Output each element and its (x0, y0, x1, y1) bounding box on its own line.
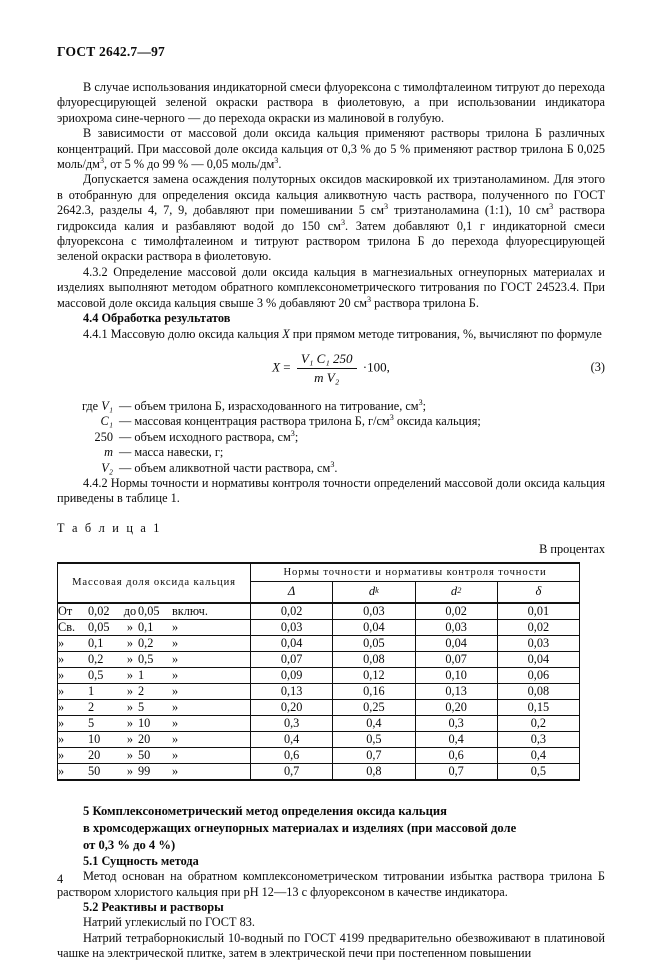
range-part: 0,2 (138, 635, 154, 650)
accuracy-norms-table (57, 562, 580, 781)
paragraph-trilon-concentrations (57, 126, 605, 172)
section-5-line-1: 5 Комплексонометрический метод определения оксида кальция (83, 803, 447, 818)
cell-mass-fraction-range (58, 667, 251, 683)
cell-value: 0,7 (333, 747, 415, 763)
range-part: » (126, 699, 134, 714)
range-part: » (58, 715, 65, 730)
range-part: » (126, 715, 134, 730)
table-units-note: В процентах (539, 541, 605, 556)
cell-value: 0,6 (415, 747, 497, 763)
cell-value: 0,03 (415, 619, 497, 635)
superscript-3: 3 (274, 155, 279, 165)
cell-value: 0,04 (415, 635, 497, 651)
range-part: 99 (138, 763, 151, 778)
heading-4-4 (57, 311, 605, 326)
range-part: 10 (88, 731, 101, 746)
range-expression (58, 605, 226, 618)
superscript-3: 3 (330, 459, 335, 469)
where-symbol: 250 (94, 429, 113, 444)
text-run: В зависимости от массовой доли оксида кальция применяют растворы трилона Б различных концентраций. При массовой доле оксида кальция от 0,3 % до 5 % применяют раствор трилона Б 0,025 моль/дм (57, 126, 605, 172)
cell-value: 0,2 (497, 715, 579, 731)
text-run: раствора трилона Б. (371, 295, 479, 310)
cell-value: 0,13 (415, 683, 497, 699)
range-part: 0,2 (88, 651, 104, 666)
cell-value: 0,04 (497, 651, 579, 667)
range-part: » (172, 699, 179, 714)
formula-lhs: X (272, 359, 281, 375)
range-part: 0,05 (138, 603, 160, 618)
heading-5-1-label: 5.1 Сущность метода (83, 853, 199, 868)
range-part: » (126, 635, 134, 650)
cell-value: 0,01 (497, 603, 579, 620)
formula-numerator: V₁ C₁ 250 (297, 351, 357, 369)
where-item (57, 445, 605, 460)
range-part: 20 (138, 731, 151, 746)
table-header-row (58, 563, 580, 582)
table-caption: Т а б л и ц а 1 (57, 520, 162, 535)
range-part: » (172, 667, 179, 682)
cell-mass-fraction-range (58, 763, 251, 780)
cell-mass-fraction-range (58, 619, 251, 635)
cell-value: 0,02 (497, 619, 579, 635)
range-part: » (172, 651, 179, 666)
range-part: » (172, 619, 179, 634)
text-run: 4.4.1 Массовую долю оксида кальция (83, 326, 283, 341)
range-part: » (126, 747, 134, 762)
where-definition: — объем аликвотной части раствора, $см^3$. (119, 459, 338, 475)
symbol-dk: d k (368, 583, 379, 598)
range-part: » (126, 731, 134, 746)
range-part: 20 (88, 747, 101, 762)
variable-x: X (282, 326, 290, 341)
clause-4-4-1 (57, 327, 605, 342)
range-part: 5 (88, 715, 95, 730)
range-part: 0,05 (88, 619, 110, 634)
cell-value: 0,03 (333, 603, 415, 620)
text-run: Допускается замена осаждения полуторных оксидов маскировкой их триэтаноламином. Для этого в отобранную для определения оксида кальция аликвотную часть раствора, полученного по ГОСТ 2642.3, разделы 4, 7, 9, добавляют при помешивании 5 см (57, 172, 605, 218)
table-row (58, 635, 580, 651)
text-run: . Затем добавляют 0,1 г индикаторной смеси флуорексона с тимолфталеином и титруют раствором трилона Б до перехода флуоресцирующей зеленой окраски раствора в фиолетовую. (57, 218, 605, 264)
cell-value: 0,04 (333, 619, 415, 635)
formula-equals: = (283, 359, 291, 375)
where-definition: — объем трилона Б, израсходованного на титрование, $см^3$; (119, 397, 427, 413)
range-part: » (58, 651, 65, 666)
cell-value: 0,09 (251, 667, 333, 683)
range-part: » (126, 667, 134, 682)
where-symbol: V₂ (101, 460, 113, 475)
cell-value: 0,20 (415, 699, 497, 715)
table-row (58, 619, 580, 635)
range-part: » (58, 747, 65, 762)
cell-value: 0,12 (333, 667, 415, 683)
range-expression (58, 717, 226, 730)
where-definitions (57, 399, 605, 476)
formula-3 (57, 351, 605, 391)
cell-value: 0,15 (497, 699, 579, 715)
range-part: » (172, 763, 179, 778)
superscript-3: 3 (290, 428, 295, 438)
header-delta: Δ (251, 581, 333, 603)
paragraph-5-1-method: Метод основан на обратном комплексонометрическом титровании избытка раствора трилона Б раствором хлористого кальция при рН 12—13 с флуорексоном в качестве индикатора. (57, 869, 605, 899)
table-row (58, 651, 580, 667)
range-expression (58, 653, 226, 666)
table-row (58, 603, 580, 620)
paragraph-sodium-tetraborate: Натрий тетраборнокислый 10-водный по ГОСТ 4199 предварительно обезвоживают в платиновой чашке на электрической плитке, затем в электрической печи при постепенном повышении (57, 930, 605, 961)
range-part: » (58, 731, 65, 746)
cell-value: 0,10 (415, 667, 497, 683)
range-expression (58, 701, 226, 714)
range-part: включ. (172, 603, 208, 618)
range-expression (58, 685, 226, 698)
range-part: Св. (58, 619, 76, 634)
heading-5-2 (57, 900, 605, 915)
cell-value: 0,08 (333, 651, 415, 667)
text-run: . (278, 157, 282, 172)
formula-denominator: m V₂ (314, 369, 340, 385)
range-part: 2 (138, 683, 145, 698)
range-part: 1 (138, 667, 145, 682)
range-part: 0,1 (88, 635, 104, 650)
cell-value: 0,05 (333, 635, 415, 651)
where-definition: — объем исходного раствора, $см^3$; (119, 428, 299, 444)
formula-number: (3) (590, 359, 605, 374)
where-definition: — масса навески, г; (119, 445, 224, 460)
cell-value: 0,7 (251, 763, 333, 780)
text-run: 4.3.2 Определение массовой доли оксида кальция в магнезиальных огнеупорных материалах и изделиях выполняют методом обратного комплексонометрического титрования по ГОСТ 24523.4. При массовой доле оксида кальция свыше 3 % добавляют 20 см (57, 264, 605, 310)
where-item (57, 461, 605, 476)
range-part: 0,5 (138, 651, 154, 666)
cell-value: 0,3 (497, 731, 579, 747)
range-part: 0,1 (138, 619, 154, 634)
section-5-line-2: в хромсодержащих огнеупорных материалах и изделиях (при массовой доле (83, 820, 517, 835)
text-run: триэтаноламина (1:1), 10 см (388, 203, 550, 218)
where-item (57, 414, 605, 429)
header-accuracy-group: Нормы точности и нормативы контроля точности (251, 563, 580, 582)
paragraph-indicator-mixture: В случае использования индикаторной смеси флуорексона с тимолфталеином титруют до перехода флуоресцирующей зеленой окраски раствора в фиолетовую, а при использовании индикатора эриохрома сине-черного — до перехода окраски из малиновой в голубую. (57, 80, 605, 125)
range-part: От (58, 603, 73, 618)
cell-value: 0,08 (497, 683, 579, 699)
cell-value: 0,03 (497, 635, 579, 651)
document-body (57, 80, 605, 962)
text-run: раствора гидроксида калия и разбавляют водой до 150 см (57, 203, 605, 233)
superscript-3: 3 (384, 202, 389, 212)
cell-mass-fraction-range (58, 731, 251, 747)
cell-value: 0,25 (333, 699, 415, 715)
where-symbol: m (104, 445, 113, 460)
cell-value: 0,6 (251, 747, 333, 763)
table-row (58, 683, 580, 699)
cell-value: 0,02 (415, 603, 497, 620)
cell-mass-fraction-range (58, 715, 251, 731)
section-5-line-3: от 0,3 % до 4 %) (83, 837, 176, 852)
range-part: » (126, 763, 134, 778)
range-part: » (58, 683, 65, 698)
table-row (58, 747, 580, 763)
symbol-d2: d 2 (450, 583, 462, 598)
formula-tail: ·100, (362, 359, 390, 375)
cell-mass-fraction-range (58, 699, 251, 715)
superscript-3: 3 (549, 202, 554, 212)
where-symbol: V₁ (101, 398, 113, 413)
range-expression (58, 669, 226, 682)
text-run: при прямом методе титрования, %, вычисляют по формуле (289, 326, 602, 341)
header-d2 (415, 581, 497, 603)
cell-value: 0,16 (333, 683, 415, 699)
cell-value: 0,8 (333, 763, 415, 780)
cell-value: 0,4 (497, 747, 579, 763)
cell-mass-fraction-range (58, 683, 251, 699)
heading-5-1 (57, 854, 605, 869)
superscript-3: 3 (367, 294, 372, 304)
range-part: 0,5 (88, 667, 104, 682)
where-symbol: C₁ (100, 414, 113, 429)
range-part: » (126, 683, 134, 698)
superscript-3: 3 (99, 155, 105, 165)
range-expression (58, 765, 226, 778)
cell-mass-fraction-range (58, 651, 251, 667)
running-head: ГОСТ 2642.7—97 (57, 44, 165, 59)
range-part: 0,02 (88, 603, 110, 618)
where-intro: где V₁ (81, 398, 113, 413)
range-expression (58, 733, 226, 746)
header-mass-fraction: Массовая доля оксида кальция (58, 563, 251, 603)
superscript-3: 3 (418, 397, 423, 407)
table-row (58, 667, 580, 683)
cell-mass-fraction-range (58, 747, 251, 763)
section-5-heading (57, 803, 605, 854)
range-part: » (172, 683, 179, 698)
cell-value: 0,4 (415, 731, 497, 747)
header-delta-small: δ (497, 581, 579, 603)
range-part: 50 (138, 747, 151, 762)
table-row (58, 699, 580, 715)
cell-value: 0,06 (497, 667, 579, 683)
cell-value: 0,3 (415, 715, 497, 731)
where-item (57, 399, 605, 414)
header-dk (333, 581, 415, 603)
range-part: » (58, 635, 65, 650)
cell-value: 0,4 (333, 715, 415, 731)
cell-value: 0,02 (251, 603, 333, 620)
paragraph-triethanolamine (57, 172, 605, 264)
range-part: » (172, 635, 179, 650)
range-part: » (58, 667, 65, 682)
heading-4-4-label: 4.4 Обработка результатов (83, 311, 231, 326)
range-part: 5 (138, 699, 145, 714)
text-run: , от 5 % до 99 % — 0,05 моль/дм (104, 157, 275, 172)
range-part: » (58, 763, 65, 778)
cell-value: 0,07 (251, 651, 333, 667)
where-item (57, 430, 605, 445)
range-expression (58, 637, 226, 650)
table-body (58, 603, 580, 780)
formula-expression (57, 351, 605, 386)
cell-value: 0,4 (251, 731, 333, 747)
cell-value: 0,07 (415, 651, 497, 667)
clause-4-4-2: 4.4.2 Нормы точности и нормативы контроля точности определений массовой доли оксида кальция приведены в таблице 1. (57, 475, 605, 506)
cell-mass-fraction-range (58, 603, 251, 620)
range-part: до (123, 603, 137, 618)
range-part: » (58, 699, 65, 714)
superscript-3: 3 (389, 413, 394, 423)
range-part: 10 (138, 715, 151, 730)
table-row (58, 763, 580, 780)
range-part: » (172, 747, 179, 762)
cell-value: 0,5 (497, 763, 579, 780)
range-part: » (172, 731, 179, 746)
superscript-3: 3 (340, 217, 346, 227)
table-head (58, 563, 580, 603)
formula-fraction (297, 351, 357, 386)
cell-value: 0,20 (251, 699, 333, 715)
range-part: 50 (88, 763, 101, 778)
heading-5-2-label: 5.2 Реактивы и растворы (83, 899, 224, 914)
cell-value: 0,13 (251, 683, 333, 699)
range-part: » (126, 619, 134, 634)
cell-value: 0,5 (333, 731, 415, 747)
cell-value: 0,7 (415, 763, 497, 780)
table-row (58, 731, 580, 747)
paragraph-sodium-carbonate: Натрий углекислый по ГОСТ 83. (83, 915, 255, 930)
range-expression (58, 749, 226, 762)
range-part: » (126, 651, 134, 666)
cell-value: 0,04 (251, 635, 333, 651)
range-part: » (172, 715, 179, 730)
cell-mass-fraction-range (58, 635, 251, 651)
table-row (58, 715, 580, 731)
range-part: 2 (88, 699, 95, 714)
clause-4-3-2 (57, 265, 605, 311)
page-number: 4 (57, 872, 64, 886)
where-definition: — массовая концентрация раствора трилона Б, $г/см^3$ оксида кальция; (119, 413, 481, 429)
cell-value: 0,3 (251, 715, 333, 731)
range-part: 1 (88, 683, 95, 698)
cell-value: 0,03 (251, 619, 333, 635)
range-expression (58, 621, 226, 634)
